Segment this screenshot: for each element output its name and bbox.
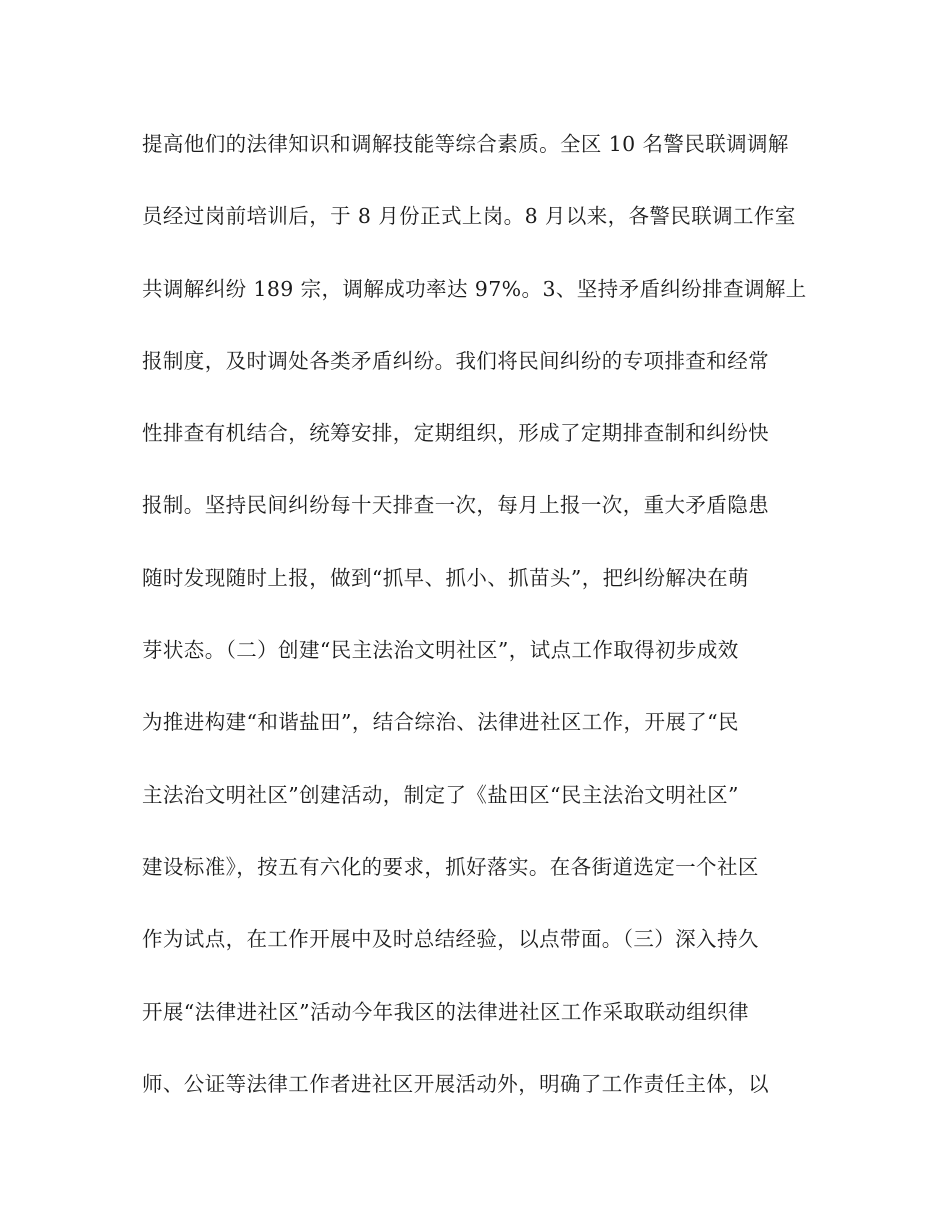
body-text: [142, 124, 812, 1136]
text-line: 随时发现随时上报，做到“抓早、抓小、抓苗头”，把纠纷解决在萌: [142, 565, 749, 590]
text-line: 为推进构建“和谐盐田”，结合综治、法律进社区工作，开展了“民: [142, 710, 739, 735]
text-line: 报制。坚持民间纠纷每十天排查一次，每月上报一次，重大矛盾隐患: [142, 493, 769, 518]
text-line: 师、公证等法律工作者进社区开展活动外，明确了工作责任主体，以: [142, 1071, 769, 1096]
text-line: 提高他们的法律知识和调解技能等综合素质。全区 10 名警民联调调解: [142, 132, 789, 156]
text-line: 主法治文明社区”创建活动，制定了《盐田区“民主法治文明社区”: [142, 782, 739, 807]
text-line: 芽状态。（二）创建“民主法治文明社区”，试点工作取得初步成效: [142, 638, 739, 663]
text-line: 员经过岗前培训后，于 8 月份正式上岗。8 月以来，各警民联调工作室: [142, 204, 796, 229]
text-line: 共调解纠纷 189 宗，调解成功率达 97%。3、坚持矛盾纠纷排查调解上: [142, 276, 807, 301]
text-line: 建设标准》，按五有六化的要求，抓好落实。在各街道选定一个社区: [142, 854, 759, 879]
text-line: 作为试点，在工作开展中及时总结经验，以点带面。（三）深入持久: [142, 927, 759, 952]
text-line: 报制度，及时调处各类矛盾纠纷。我们将民间纠纷的专项排查和经常: [142, 348, 769, 373]
text-line: 开展“法律进社区”活动今年我区的法律进社区工作采取联动组织律: [142, 999, 749, 1024]
text-line: 性排查有机结合，统筹安排，定期组织，形成了定期排查制和纠纷快: [142, 421, 769, 446]
